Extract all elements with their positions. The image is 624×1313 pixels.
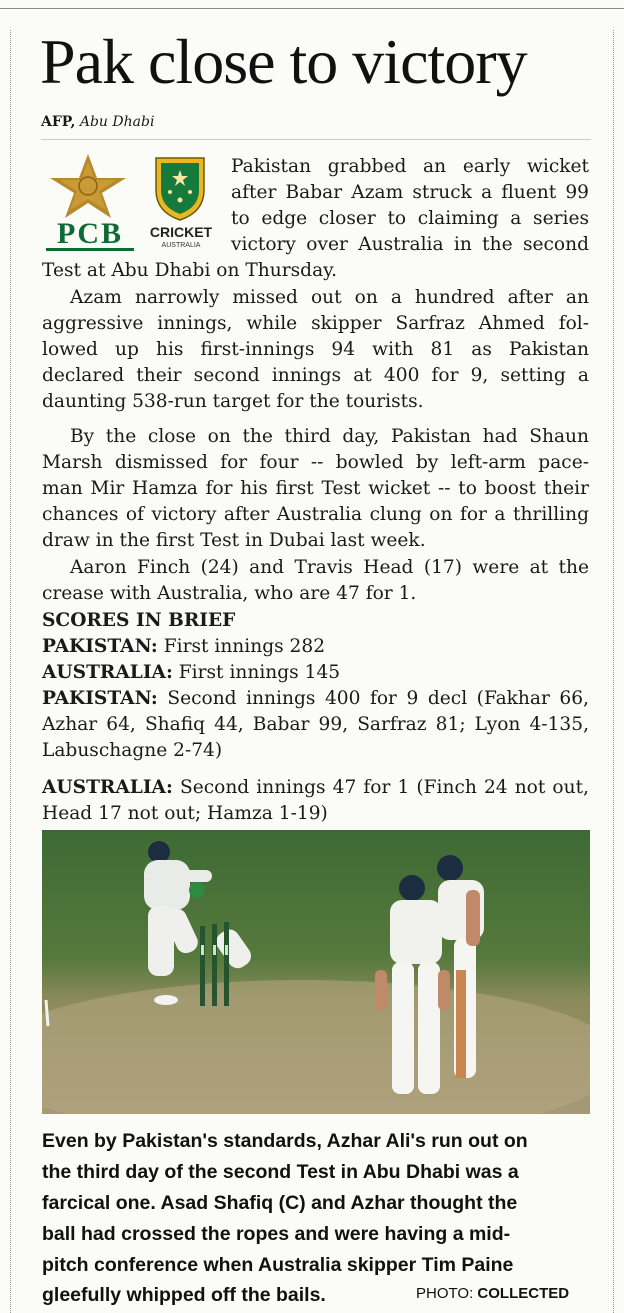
logos xyxy=(42,154,222,254)
byline-agency: AFP, xyxy=(41,114,76,130)
body-line: lowed up his first-innings 94 with 81 as Pakistan xyxy=(42,339,589,360)
body-line: draw in the first Test in Dubai last week. xyxy=(42,530,426,551)
body-line: to edge closer to claiming a series xyxy=(231,208,589,229)
score-detail: Head 17 not out; Hamza 1-19) xyxy=(42,803,328,824)
score-detail: Second innings 400 for 9 decl (Fakhar 66, xyxy=(167,688,589,709)
photo-caption-line: farcical one. Asad Shafiq (C) and Azhar thought the xyxy=(42,1192,518,1214)
left-column-rule xyxy=(10,30,11,1313)
byline-divider xyxy=(41,139,591,140)
score-entry xyxy=(42,686,589,712)
body-line: Marsh dismissed for four -- bowled by left-arm pace- xyxy=(42,452,589,473)
body-line: Pakistan grabbed an early wicket xyxy=(231,156,589,177)
pcb-star-icon xyxy=(48,154,128,220)
body-line: after Babar Azam struck a fluent 99 xyxy=(231,182,589,203)
score-detail: First innings 282 xyxy=(163,636,326,657)
photo-caption-line: pitch conference when Australia skipper Tim Paine xyxy=(42,1254,514,1276)
photo-caption-line: ball had crossed the ropes and were having a mid- xyxy=(42,1223,511,1245)
match-photo xyxy=(42,830,590,1114)
scores-heading: SCORES IN BRIEF xyxy=(42,610,236,631)
score-detail: First innings 145 xyxy=(178,662,341,683)
body-line: man Mir Hamza for his first Test wicket -- to boost their xyxy=(42,478,589,499)
body-line: Aaron Finch (24) and Travis Head (17) were at the xyxy=(70,557,589,578)
cricket-australia-subtext: AUSTRALIA xyxy=(161,242,201,249)
pcb-logo-text: PCB xyxy=(46,220,134,251)
score-entry xyxy=(42,634,325,660)
cricket-australia-shield-icon xyxy=(152,156,208,222)
score-entry xyxy=(42,660,340,686)
score-team: AUSTRALIA: xyxy=(42,662,173,683)
body-line: aggressive innings, while skipper Sarfraz Ahmed fol- xyxy=(42,313,589,334)
photo-caption-line: Even by Pakistan's standards, Azhar Ali's run out on xyxy=(42,1130,528,1152)
score-detail: Azhar 64, Shafiq 44, Babar 99, Sarfraz 81; Lyon 4-135, xyxy=(42,714,589,735)
score-detail: Second innings 47 for 1 (Finch 24 not out, xyxy=(179,777,589,798)
photo-caption-line: gleefully whipped off the bails. xyxy=(42,1284,326,1306)
body-line: victory over Australia in the second xyxy=(231,234,589,255)
body-line: Test at Abu Dhabi on Thursday. xyxy=(42,260,338,281)
right-column-rule xyxy=(613,30,614,1313)
body-line: By the close on the third day, Pakistan had Shaun xyxy=(70,426,589,447)
photo-credit-value: COLLECTED xyxy=(477,1285,570,1302)
body-line: crease with Australia, who are 47 for 1. xyxy=(42,583,417,604)
page-top-rule xyxy=(0,8,624,9)
body-line: Azam narrowly missed out on a hundred after an xyxy=(70,287,589,308)
photo-caption-line: the third day of the second Test in Abu Dhabi was a xyxy=(42,1161,519,1183)
score-entry xyxy=(42,775,589,801)
byline-location: Abu Dhabi xyxy=(79,114,155,130)
cricket-australia-wordmark: CRICKET xyxy=(149,224,213,240)
score-team: AUSTRALIA: xyxy=(42,777,173,798)
body-line: daunting 538-run target for the tourists. xyxy=(42,391,424,412)
score-detail: Labuschagne 2-74) xyxy=(42,740,223,761)
byline xyxy=(41,114,154,130)
score-team: PAKISTAN: xyxy=(42,636,158,657)
headline: Pak close to victory xyxy=(40,26,527,97)
stumps xyxy=(200,922,229,1006)
photo-credit-label: PHOTO: xyxy=(416,1285,474,1302)
photo-credit xyxy=(416,1285,569,1302)
score-team: PAKISTAN: xyxy=(42,688,158,709)
body-line: declared their second innings at 400 for 9, setting a xyxy=(42,365,589,386)
body-line: chances of victory after Australia clung on for a thrilling xyxy=(42,504,589,525)
